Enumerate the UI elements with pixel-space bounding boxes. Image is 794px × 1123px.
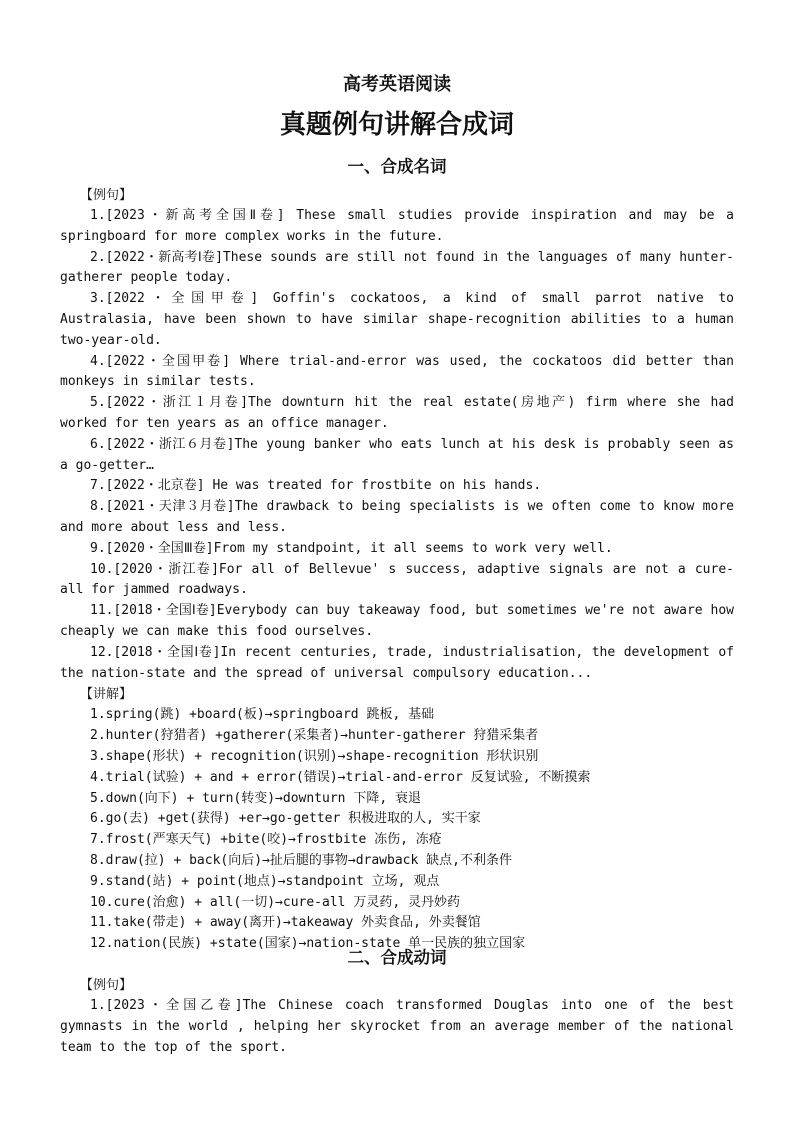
section-compound-verbs [60,975,734,1058]
example-sentence: 4.[2022・全国甲卷] Where trial-and-error was used, the cockatoos did better than monkeys in similar tests. [60,353,734,390]
explanation-item: 7.frost(严寒天气) +bite(咬)→frostbite 冻伤, 冻疮 [90,832,442,848]
example-label: 【例句】 [80,978,133,993]
example-sentence: 9.[2020・全国Ⅲ卷]From my standpoint, it all seems to work very well. [90,540,613,556]
section-heading-compound-verbs: 二、合成动词 [347,948,447,967]
document-subtitle: 真题例句讲解合成词 [279,110,514,140]
explanation-item: 2.hunter(狩猎者) +gatherer(采集者)→hunter-gatherer 狩猎采集者 [90,728,539,744]
explanation-item: 8.draw(拉) + back(向后)→扯后腿的事物→drawback 缺点,不利条件 [90,852,512,868]
example-sentence: 7.[2022・北京卷] He was treated for frostbite on his hands. [90,478,542,494]
example-sentence: 6.[2022・浙江６月卷]The young banker who eats lunch at his desk is probably seen as a go-getter… [60,436,734,473]
explanation-item: 4.trial(试验) + and + error(错误)→trial-and-error 反复试验, 不断摸索 [90,769,591,785]
explanation-label: 【讲解】 [80,687,133,703]
section-heading-compound-nouns: 一、合成名词 [347,157,447,176]
example-sentence: 8.[2021・天津３月卷]The drawback to being specialists is we often come to know more and more about less and less. [60,499,734,535]
explanation-item: 12.nation(民族) +state(国家)→nation-state 单一民族的独立国家 [90,936,526,952]
explanation-item: 11.take(带走) + away(离开)→takeaway 外卖食品, 外卖餐馆 [90,915,481,931]
section-compound-nouns [60,185,734,955]
explanation-item: 9.stand(站) + point(地点)→standpoint 立场, 观点 [90,873,440,889]
example-sentence: 2.[2022・新高考Ⅰ卷]These sounds are still not found in the languages of many hunter-gatherer people today. [60,249,734,286]
example-sentence: 10.[2020・浙江卷]For all of Bellevue' s success, adaptive signals are not a cure-all for jammed roadways. [60,561,734,598]
example-sentence: 1.[2023・全国乙卷]The Chinese coach transformed Douglas into one of the best gymnasts in the world , helping her skyrocket from an average member of the national team to the top of the sport. [60,998,734,1055]
example-sentence: 5.[2022・浙江１月卷]The downturn hit the real estate(房地产) firm where she had worked for ten years as an office manager. [60,395,734,431]
example-sentence: 11.[2018・全国Ⅰ卷]Everybody can buy takeaway food, but sometimes we're not aware how cheaply we can make this food ourselves. [60,603,734,639]
example-sentence: 12.[2018・全国Ⅰ卷]In recent centuries, trade, industrialisation, the development of the nation-state and the spread of universal compulsory education... [60,644,734,681]
example-label: 【例句】 [80,188,133,203]
example-sentence: 1.[2023・新高考全国Ⅱ卷] These small studies provide inspiration and may be a springboard for more complex works in the future. [60,208,734,244]
document-title: 高考英语阅读 [343,74,451,95]
explanation-item: 10.cure(治愈) + all(一切)→cure-all 万灵药, 灵丹妙药 [90,894,460,910]
explanation-item: 1.spring(跳) +board(板)→springboard 跳板, 基础 [90,707,435,723]
explanation-item: 3.shape(形状) + recognition(识别)→shape-recognition 形状识别 [90,748,539,764]
explanation-item: 5.down(向下) + turn(转变)→downturn 下降, 衰退 [90,790,421,806]
explanation-item: 6.go(去) +get(获得) +er→go-getter 积极进取的人, 实干家 [90,811,481,827]
example-sentence: 3.[2022・全国甲卷] Goffin's cockatoos, a kind of small parrot native to Australasia, have been shown to have similar shape-recognition abilities to a human two-year-old. [60,291,734,348]
